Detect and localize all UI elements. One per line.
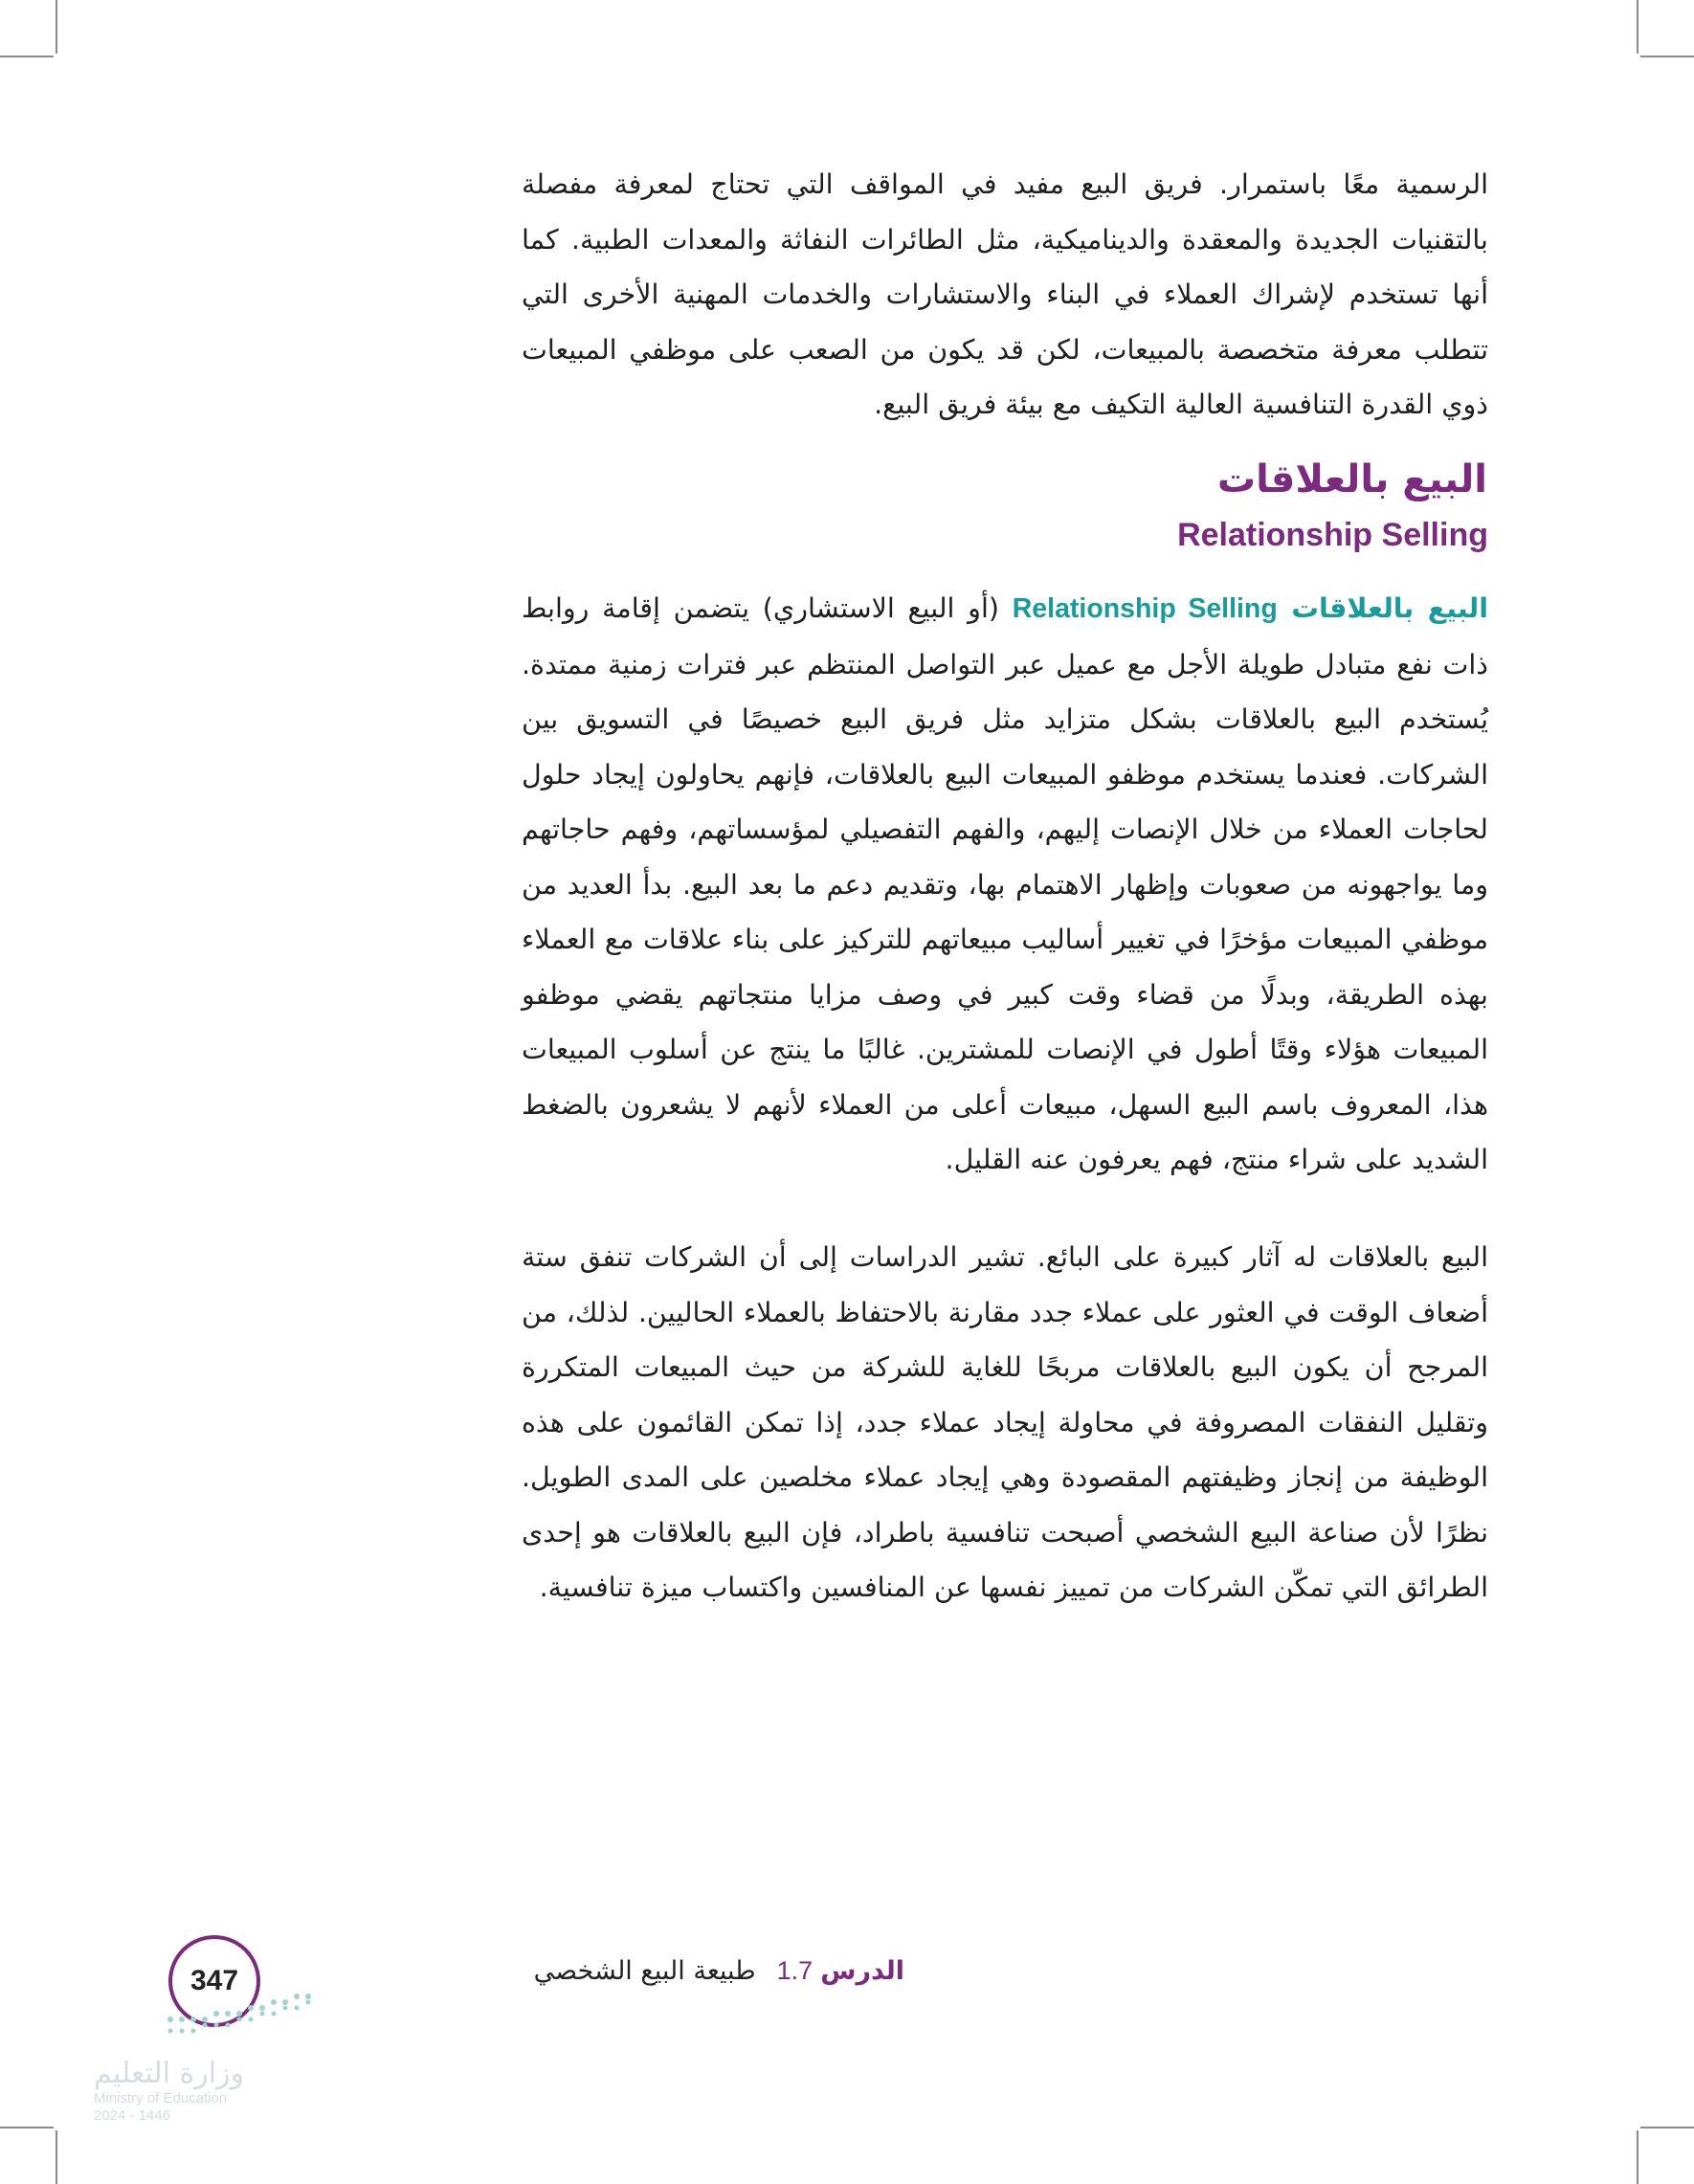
crop-mark: [1637, 0, 1638, 54]
effects-paragraph: البيع بالعلاقات له آثار كبيرة على البائع. تشير الدراسات إلى أن الشركات تنفق ستة أضعاف الوقت في العثور على عملاء جدد مقارنة بالاحتفاظ بالعملاء الحاليين. لذلك، من المرجح أن يكون البيع بالعلاقات مربحًا للغاية للشركة من حيث المبيعات المتكررة وتقليل النفقات المصروفة في محاولة إيجاد عملاء جدد، إذا تمكن القائمون على هذه الوظيفة من إنجاز وظيفتهم المقصودة وهي إيجاد عملاء مخلصين على المدى الطويل. نظرًا لأن صناعة البيع الشخصي أصبحت تنافسية باطراد، فإن البيع بالعلاقات هو إحدى الطرائق التي تمكّن الشركات من تمييز نفسها عن المنافسين واكتساب ميزة تنافسية.: [522, 1241, 1488, 1603]
ministry-name-english: Ministry of Education: [94, 2090, 228, 2106]
lesson-title: طبيعة البيع الشخصي: [533, 1956, 756, 1986]
ministry-logo: [94, 2058, 256, 2125]
section-heading-english: Relationship Selling: [1177, 517, 1488, 553]
crop-mark: [56, 0, 57, 54]
edition-year: 2024 - 1446: [94, 2107, 171, 2124]
page-number: 347: [189, 1965, 239, 1996]
paragraph-text: (أو البيع الاستشاري) يتضمن إقامة روابط ذات نفع متبادل طويلة الأجل مع عميل عبر التواصل المنتظم عبر فترات زمنية ممتدة. يُستخدم البيع بالعلاقات بشكل متزايد مثل فريق البيع خصيصًا في التسويق بين الشركات. فعندما يستخدم موظفو المبيعات البيع بالعلاقات، فإنهم يحاولون إيجاد حلول لحاجات العملاء من خلال الإنصات إليهم، والفهم التفصيلي لمؤسساتهم، وفهم حاجاتهم وما يواجهونه من صعوبات وإظهار الاهتمام بها، وتقديم دعم ما بعد البيع. بدأ العديد من موظفي المبيعات مؤخرًا في تغيير أساليب مبيعاتهم للتركيز على بناء علاقات مع العملاء بهذه الطريقة، وبدلًا من قضاء وقت كبير في وصف مزايا منتجاتهم يقضي موظفو المبيعات هؤلاء وقتًا أطول في الإنصات للمشترين. غالبًا ما ينتج عن أسلوب المبيعات هذا، المعروف باسم البيع السهل، مبيعات أعلى من العملاء لأنهم لا يشعرون بالضغط الشديد على شراء منتج، فهم يعرفون عنه القليل.: [522, 592, 1488, 1175]
crop-mark: [1640, 2127, 1694, 2128]
crop-mark: [56, 2130, 57, 2184]
relationship-selling-paragraph: [522, 581, 1488, 1188]
section-heading-arabic: البيع بالعلاقات: [1216, 457, 1487, 501]
decorative-dots-icon: [165, 1991, 318, 2035]
lesson-label: الدرس: [820, 1956, 904, 1986]
intro-paragraph: الرسمية معًا باستمرار. فريق البيع مفيد في المواقف التي تحتاج لمعرفة مفصلة بالتقنيات الجديدة والمعقدة والديناميكية، مثل الطائرات النفاثة والمعدات الطبية. كما أنها تستخدم لإشراك العملاء في البناء والاستشارات والخدمات المهنية الأخرى التي تتطلب معرفة متخصصة بالمبيعات، لكن قد يكون من الصعب على موظفي المبيعات ذوي القدرة التنافسية العالية التكيف مع بيئة فريق البيع.: [522, 168, 1488, 420]
lesson-number: 1.7: [776, 1956, 814, 1985]
lead-term-arabic: البيع بالعلاقات: [1291, 592, 1488, 624]
crop-mark: [1640, 56, 1694, 57]
lead-term: [1013, 592, 1488, 624]
crop-mark: [1637, 2130, 1638, 2184]
footer-lesson-info: [534, 1956, 904, 1986]
ministry-name-arabic: وزارة التعليم: [94, 2057, 245, 2090]
crop-mark: [0, 2127, 54, 2128]
crop-mark: [0, 56, 54, 57]
lead-term-english: Relationship Selling: [1012, 593, 1278, 624]
